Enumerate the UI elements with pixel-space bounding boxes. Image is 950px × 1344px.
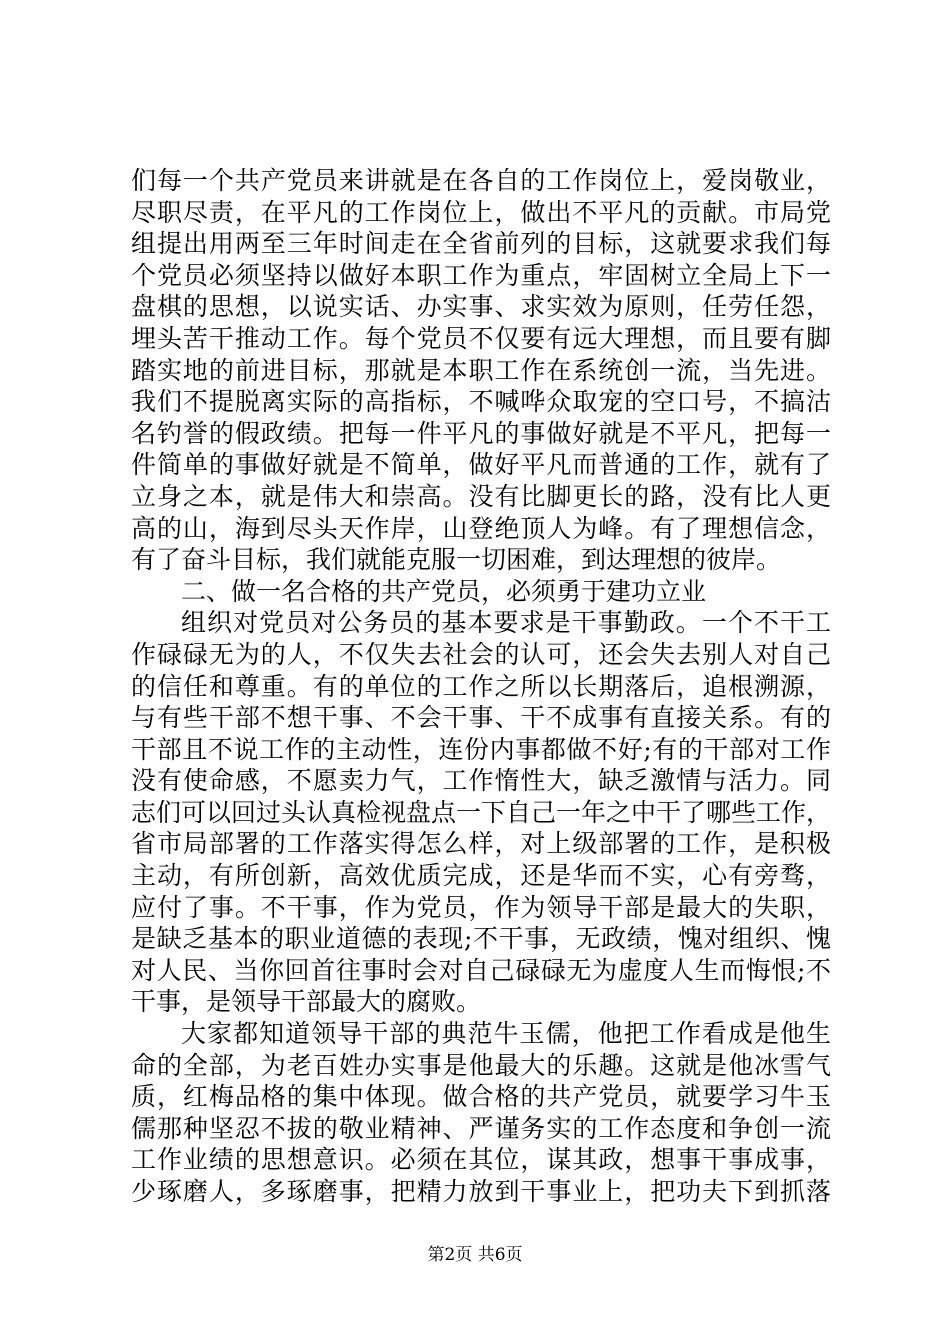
- text-line: 有了奋斗目标，我们就能克服一切困难，到达理想的彼岸。: [131, 545, 782, 575]
- text-line: 我们不提脱离实际的高指标，不喊哗众取宠的空口号，不搞沽: [131, 387, 831, 417]
- text-line: 踏实地的前进目标，那就是本职工作在系统创一流，当先进。: [131, 355, 831, 385]
- text-line: 盘棋的思想，以说实话、办实事、求实效为原则，任劳任怨，: [131, 292, 831, 322]
- text-line: 尽职尽责，在平凡的工作岗位上，做出不平凡的贡献。市局党: [131, 197, 831, 227]
- body-text: [131, 165, 831, 1208]
- text-line: 干事，是领导干部最大的腐败。: [131, 987, 482, 1017]
- text-line: 的信任和尊重。有的单位的工作之所以长期落后，追根溯源，: [131, 671, 831, 701]
- text-line: 组织对党员对公务员的基本要求是干事勤政。一个不干工: [181, 608, 831, 638]
- text-line: 应付了事。不干事，作为党员，作为领导干部是最大的失职，: [131, 892, 831, 922]
- text-line: 省市局部署的工作落实得怎么样，对上级部署的工作，是积极: [131, 829, 831, 859]
- text-line: 们每一个共产党员来讲就是在各自的工作岗位上，爱岗敬业，: [131, 166, 831, 195]
- text-line: 与有些干部不想干事、不会干事、干不成事有直接关系。有的: [131, 703, 831, 733]
- text-line: 干部且不说工作的主动性，连份内事都做不好;有的干部对工作: [131, 734, 831, 764]
- text-line: 工作业绩的思想意识。必须在其位，谋其政，想事干事成事，: [131, 1145, 831, 1175]
- page-footer: 第2页 共6页: [427, 1245, 523, 1265]
- text-line: 高的山，海到尽头天作岸，山登绝顶人为峰。有了理想信念，: [131, 513, 831, 543]
- text-line: 立身之本，就是伟大和崇高。没有比脚更长的路，没有比人更: [131, 481, 831, 511]
- text-line: 大家都知道领导干部的典范牛玉儒，他把工作看成是他生: [181, 1019, 831, 1049]
- text-line: 没有使命感，不愿卖力气，工作惰性大，缺乏激情与活力。同: [131, 766, 831, 796]
- text-line: 名钓誉的假政绩。把每一件平凡的事做好就是不平凡，把每一: [131, 418, 831, 448]
- text-line: 志们可以回过头认真检视盘点一下自己一年之中干了哪些工作，: [131, 797, 832, 827]
- text-line: 质，红梅品格的集中体现。做合格的共产党员，就要学习牛玉: [131, 1082, 831, 1112]
- text-line: 对人民、当你回首往事时会对自己碌碌无为虚度人生而悔恨;不: [131, 955, 831, 985]
- text-line: 少琢磨人，多琢磨事，把精力放到干事业上，把功夫下到抓落: [131, 1177, 831, 1206]
- text-line: 件简单的事做好就是不简单，做好平凡而普通的工作，就有了: [131, 450, 831, 480]
- text-line: 儒那种坚忍不拔的敬业精神、严谨务实的工作态度和争创一流: [131, 1113, 831, 1143]
- text-line: 命的全部，为老百姓办实事是他最大的乐趣。这就是他冰雪气: [131, 1050, 831, 1080]
- text-line: 埋头苦干推动工作。每个党员不仅要有远大理想，而且要有脚: [131, 323, 831, 353]
- text-line: 是缺乏基本的职业道德的表现;不干事，无政绩，愧对组织、愧: [131, 924, 831, 954]
- text-line: 个党员必须坚持以做好本职工作为重点，牢固树立全局上下一: [131, 260, 831, 290]
- text-line: 二、做一名合格的共产党员，必须勇于建功立业: [181, 576, 707, 606]
- text-line: 主动，有所创新，高效优质完成，还是华而不实，心有旁骛，: [131, 861, 831, 891]
- text-line: 组提出用两至三年时间走在全省前列的目标，这就要求我们每: [131, 229, 831, 259]
- text-line: 作碌碌无为的人，不仅失去社会的认可，还会失去别人对自己: [131, 639, 831, 669]
